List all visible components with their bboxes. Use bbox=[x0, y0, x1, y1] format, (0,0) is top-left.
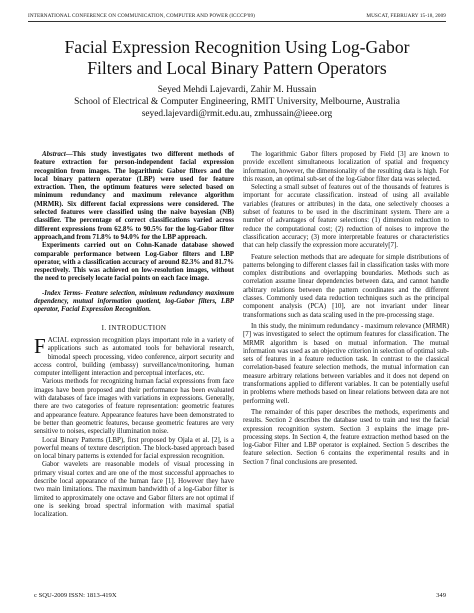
author-block bbox=[20, 84, 454, 120]
left-column bbox=[34, 151, 234, 519]
page-number: 349 bbox=[436, 592, 446, 599]
right-paragraph-5: The remainder of this paper describes the methods, experiments and results. Section 2 describes the database used to train and test the facial expression recognition system. Section 3 explains the image pre-processing steps. In Section 4, the feature extraction method based on the log-Gabor Filter and LBP operator is explained. Section 5 describes the feature selection. Section 6 contains the experimental results and in Section 7 final conclusions are presented. bbox=[243, 408, 449, 466]
abstract-paragraph-1 bbox=[34, 151, 234, 242]
issn-label: c SQU-2009 ISSN: 1813-419X bbox=[34, 592, 117, 599]
title-line-1: Facial Expression Recognition Using Log-Gabor bbox=[64, 37, 410, 57]
right-paragraph-1: The logarithmic Gabor filters proposed by Field [3] are known to provide excellent simultaneous localization of spatial and frequency information, however, the dimensionality of the resulting data is high. For this reason, an optimal sub-set of the log-Gabor filter data was selected. bbox=[243, 151, 449, 183]
right-paragraph-4: In this study, the minimum redundancy - maximum relevance (MRMR)[7] was investigated to select the optimum features for classification. The MRMR algorithm is based on mutual information. The mutual information was used as an objective criterion in selection of optimal sub-sets of features in a feature reduction task. In contrast to the classical correlation-based feature selection methods, the mutual information can measure arbitrary relations between variables and it does not depend on transformations applied to different variables. It can be potentially useful in problems where methods based on linear relations between data are not performing well. bbox=[243, 322, 449, 405]
author-affiliation: School of Electrical & Computer Engineering, RMIT University, Melbourne, Australia bbox=[74, 97, 400, 107]
intro-paragraph-3: Local Binary Patterns (LBP), first proposed by Ojala et al. [2], is a powerful means of texture description. The block-based approach based on local binary patterns is extended for facial expression recognition. bbox=[34, 436, 234, 461]
intro-paragraph-2: Various methods for recognizing human facial expressions from face images have been proposed and their performance has been evaluated with databases of face images with variations in expressions. Generally, there are two categories of feature representation: geometric features and appearance feature. Appearance features have been demonstrated to be better than geometric features, because geometric features are very sensitive to noises, especially illumination noise. bbox=[34, 378, 234, 436]
author-emails: seyed.lajevardi@rmit.edu.au, zmhussain@ieee.org bbox=[141, 109, 333, 119]
intro-text-1: ACIAL expression recognition plays important role in a variety of applications such as automated tools for behavioral research, bimodal speech processing, video conference, airport security and access control, building (embassy) surveillance/monitoring, human computer intelligent interaction and perceptual interfaces, etc. bbox=[34, 336, 234, 378]
right-paragraph-2: Selecting a small subset of features out of the thousands of features is important for accurate classification. instead of using all available variables (features or attributes) in the data, one selectively chooses a subset of features to be used in the discriminant system. There are a number of advantages of feature selections: (1) dimension reduction to reduce the computational cost; (2) reduction of noises to improve the classification accuracy; (3) more interpretable features or characteristics that can help classify the expression more accurately[7]. bbox=[243, 184, 449, 250]
drop-cap: F bbox=[34, 333, 46, 358]
title-line-2: Filters and Local Binary Pattern Operators bbox=[87, 58, 387, 78]
section-heading-introduction: I. INTRODUCTION bbox=[101, 323, 167, 332]
abstract-paragraph-2: Experiments carried out on Cohn-Kanade database showed comparable performance between Log-Gabor filters and LBP operator, with a classification accuracy of around 82.3% and 81.7% respectively. This was achieved on low-resolution images, without the need to precisely locate facial points on each face image. bbox=[34, 242, 234, 283]
header-rule bbox=[28, 21, 446, 22]
author-names: Seyed Mehdi Lajevardi, Zahir M. Hussain bbox=[157, 85, 317, 95]
conference-name: INTERNATIONAL CONFERENCE ON COMMUNICATION, COMPUTER AND POWER (ICCCP'09) bbox=[28, 13, 255, 19]
right-column bbox=[243, 151, 449, 467]
conference-date: MUSCAT, FEBRUARY 15-18, 2009 bbox=[366, 13, 446, 19]
paper-title bbox=[20, 37, 454, 79]
intro-paragraph-1 bbox=[34, 333, 234, 378]
page-footer bbox=[34, 592, 446, 599]
right-paragraph-3: Feature selection methods that are adequate for simple distributions of patterns belonging to different classes fail in classification tasks with more complex distributions and overlapping boundaries. Methods such as correlation assume linear dependencies between data, and cannot handle arbitrary relations between the pattern coordinates and the different classes. Commonly used data reduction techniques such as the principal component analysis (PCA) [10], are not invariant under linear transformations such as data scaling used in the pre-processing stage. bbox=[243, 253, 449, 319]
index-terms: -Index Terms- Feature selection, minimum redundancy maximum dependency, mutual information quotient, log-Gabor filters, LBP operator, Facial Expression Recognition. bbox=[34, 289, 234, 314]
abstract-text-1: —This study investigates two different methods of feature extraction for person-independent facial expression recognition from images. The logarithmic Gabor filters and the local binary pattern operator (LBP) were used for feature extraction. Then, the optimum features were selected based on minimum redundancy and maximum relevance algorithm (MRMR). Six different facial expressions were considered. The selected features were classified using the naive bayesian (NB) classifier. The percentage of correct classifications varied across different expressions from 62.8% to 90.5% for the log-Gabor filter approach,and from 71.8% to 94.0% for the LBP approach. bbox=[34, 151, 234, 241]
abstract-label: Abstract bbox=[42, 151, 66, 158]
running-header bbox=[28, 13, 446, 19]
intro-paragraph-4: Gabor wavelets are reasonable models of visual processing in primary visual cortex and are one of the most successful approaches to describe local appearance of the human face [1]. However they have two main limitations. The maximum bandwidth of a log-Gabor filter is limited to approximately one octave and Gabor filters are not optimal if one is seeking broad spectral information with maximal spatial localization. bbox=[34, 461, 234, 519]
